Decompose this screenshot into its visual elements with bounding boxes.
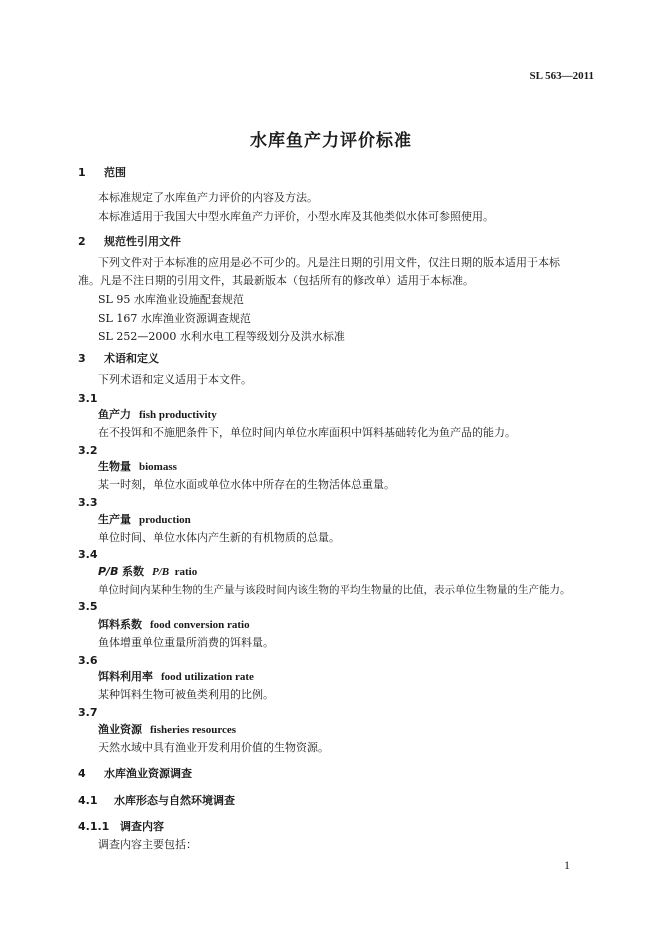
term-heading xyxy=(98,408,217,422)
term-chinese: 鱼产力 xyxy=(98,408,131,421)
term-number: 3.4 xyxy=(78,548,98,561)
term-chinese: 生物量 xyxy=(98,460,131,473)
term-english: fish productivity xyxy=(139,409,217,421)
paragraph: 调查内容主要包括： xyxy=(98,838,197,851)
term-english: food utilization rate xyxy=(161,671,254,683)
term-heading xyxy=(98,670,254,684)
term-english: food conversion ratio xyxy=(150,619,250,631)
term-heading xyxy=(98,723,236,737)
term-english-symbol: P/B xyxy=(151,566,170,578)
term-heading xyxy=(98,513,191,527)
section-title: 调查内容 xyxy=(120,820,164,833)
section-title: 术语和定义 xyxy=(104,352,159,365)
term-chinese: 饵料系数 xyxy=(98,618,142,631)
section-number: 4 xyxy=(78,767,86,780)
standard-code: SL 563—2011 xyxy=(529,70,594,82)
paragraph: 本标准规定了水库鱼产力评价的内容及方法。 xyxy=(98,191,318,204)
section-number: 1 xyxy=(78,166,86,179)
term-definition: 某一时刻，单位水面或单位水体中所存在的生物活体总重量。 xyxy=(98,478,395,491)
term-symbol: P/B xyxy=(98,565,119,578)
section-4-heading xyxy=(78,767,192,781)
subsection-4-1-1-heading xyxy=(78,820,164,834)
paragraph: 下列术语和定义适用于本文件。 xyxy=(98,373,252,386)
term-english: biomass xyxy=(139,461,177,473)
term-definition: 单位时间内某种生物的生产量与该段时间内该生物的平均生物量的比值，表示单位生物量的生产能力。 xyxy=(98,584,571,596)
term-definition: 鱼体增重单位重量所消费的饵料量。 xyxy=(98,636,274,649)
page-number: 1 xyxy=(564,858,570,872)
term-chinese: 系数 xyxy=(121,565,144,578)
reference-item: SL 95 水库渔业设施配套规范 xyxy=(98,293,244,306)
term-definition: 在不投饵和不施肥条件下，单位时间内单位水库面积中饵料基础转化为鱼产品的能力。 xyxy=(98,426,516,439)
section-number: 4.1.1 xyxy=(78,820,110,833)
paragraph: 下列文件对于本标准的应用是必不可少的。凡是注日期的引用文件，仅注日期的版本适用于本标 xyxy=(98,256,560,269)
section-number: 2 xyxy=(78,235,86,248)
paragraph: 本标准适用于我国大中型水库鱼产力评价，小型水库及其他类似水体可参照使用。 xyxy=(98,210,494,223)
term-english: ratio xyxy=(174,566,198,578)
term-chinese: 渔业资源 xyxy=(98,723,142,736)
term-english: fisheries resources xyxy=(150,724,237,736)
term-number: 3.5 xyxy=(78,600,98,613)
paragraph: 准。凡是不注日期的引用文件，其最新版本（包括所有的修改单）适用于本标准。 xyxy=(78,274,474,287)
section-title: 规范性引用文件 xyxy=(104,235,181,248)
term-chinese: 生产量 xyxy=(98,513,131,526)
term-heading xyxy=(98,460,177,474)
term-english: production xyxy=(139,514,191,526)
section-title: 水库渔业资源调查 xyxy=(104,767,192,780)
section-number: 3 xyxy=(78,352,86,365)
section-1-heading xyxy=(78,166,126,180)
term-number: 3.1 xyxy=(78,392,98,405)
term-heading xyxy=(98,618,250,632)
page-title: 水库鱼产力评价标准 xyxy=(250,131,412,151)
reference-item: SL 167 水库渔业资源调查规范 xyxy=(98,312,251,325)
term-definition: 天然水域中具有渔业开发利用价值的生物资源。 xyxy=(98,741,329,754)
section-3-heading xyxy=(78,352,159,366)
section-title: 水库形态与自然环境调查 xyxy=(114,794,235,807)
term-definition: 单位时间、单位水体内产生新的有机物质的总量。 xyxy=(98,531,340,544)
term-chinese: 饵料利用率 xyxy=(98,670,153,683)
term-number: 3.3 xyxy=(78,496,98,509)
section-number: 4.1 xyxy=(78,794,98,807)
subsection-4-1-heading xyxy=(78,794,235,808)
section-title: 范围 xyxy=(104,166,126,179)
reference-item: SL 252—2000 水利水电工程等级划分及洪水标准 xyxy=(98,330,345,343)
term-heading xyxy=(98,565,197,579)
section-2-heading xyxy=(78,235,181,249)
term-number: 3.6 xyxy=(78,654,98,667)
term-number: 3.7 xyxy=(78,706,98,719)
term-definition: 某种饵料生物可被鱼类利用的比例。 xyxy=(98,688,274,701)
term-number: 3.2 xyxy=(78,444,98,457)
